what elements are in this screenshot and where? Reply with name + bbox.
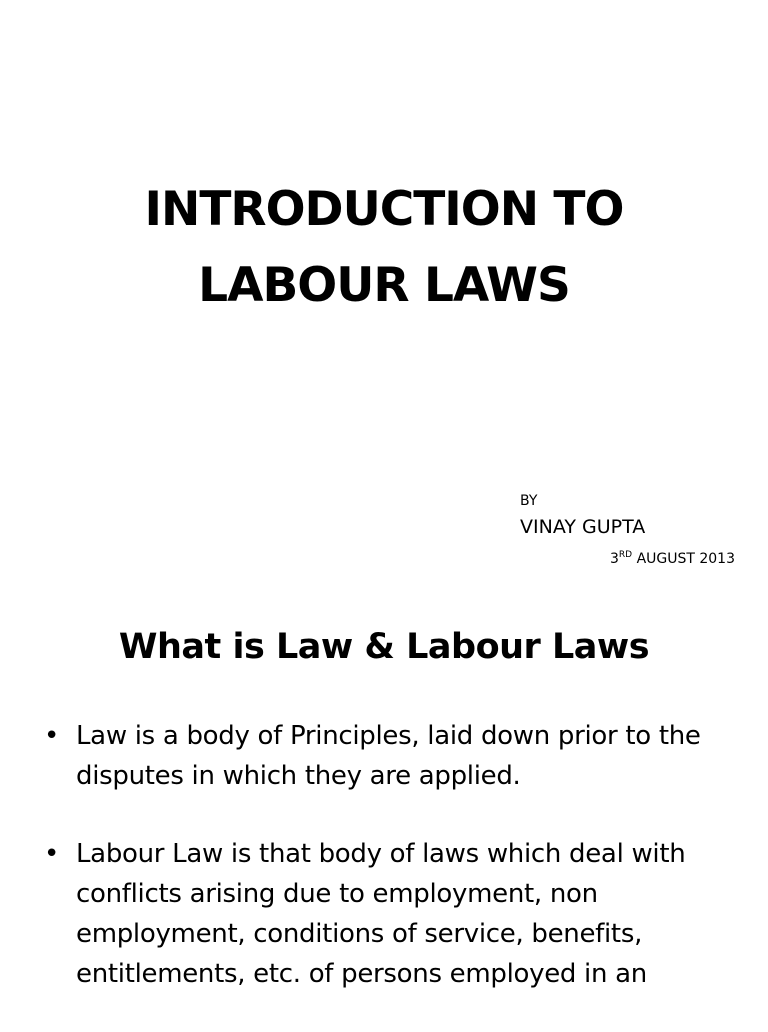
date-day: 3	[610, 551, 619, 567]
slide-title-line-1: INTRODUCTION TO	[144, 182, 624, 237]
slide-title-line-2: LABOUR LAWS	[198, 258, 570, 313]
date-ordinal-suffix: RD	[618, 550, 633, 560]
bullet-dot-icon: •	[44, 839, 60, 869]
bullet-dot-icon: •	[44, 721, 60, 751]
bullet-item	[44, 834, 744, 994]
byline	[520, 492, 735, 567]
bullet-text: Law is a body of Principles, laid down prior to the disputes in which they are applied.	[76, 721, 701, 791]
presentation-date	[610, 546, 735, 568]
content-slide	[0, 590, 768, 1024]
slide-title	[0, 172, 768, 324]
author-name: VINAY GUPTA	[520, 516, 646, 538]
bullet-item	[44, 716, 744, 796]
bullet-list	[44, 716, 744, 1032]
slide-heading: What is Law & Labour Laws	[118, 627, 650, 667]
bullet-text: Labour Law is that body of laws which deal with conflicts arising due to employment, non employment, conditions of service, benefits, entitlements, etc. of persons employed in an	[76, 839, 686, 989]
by-label: BY	[520, 493, 538, 509]
date-month-year: AUGUST 2013	[636, 551, 735, 567]
